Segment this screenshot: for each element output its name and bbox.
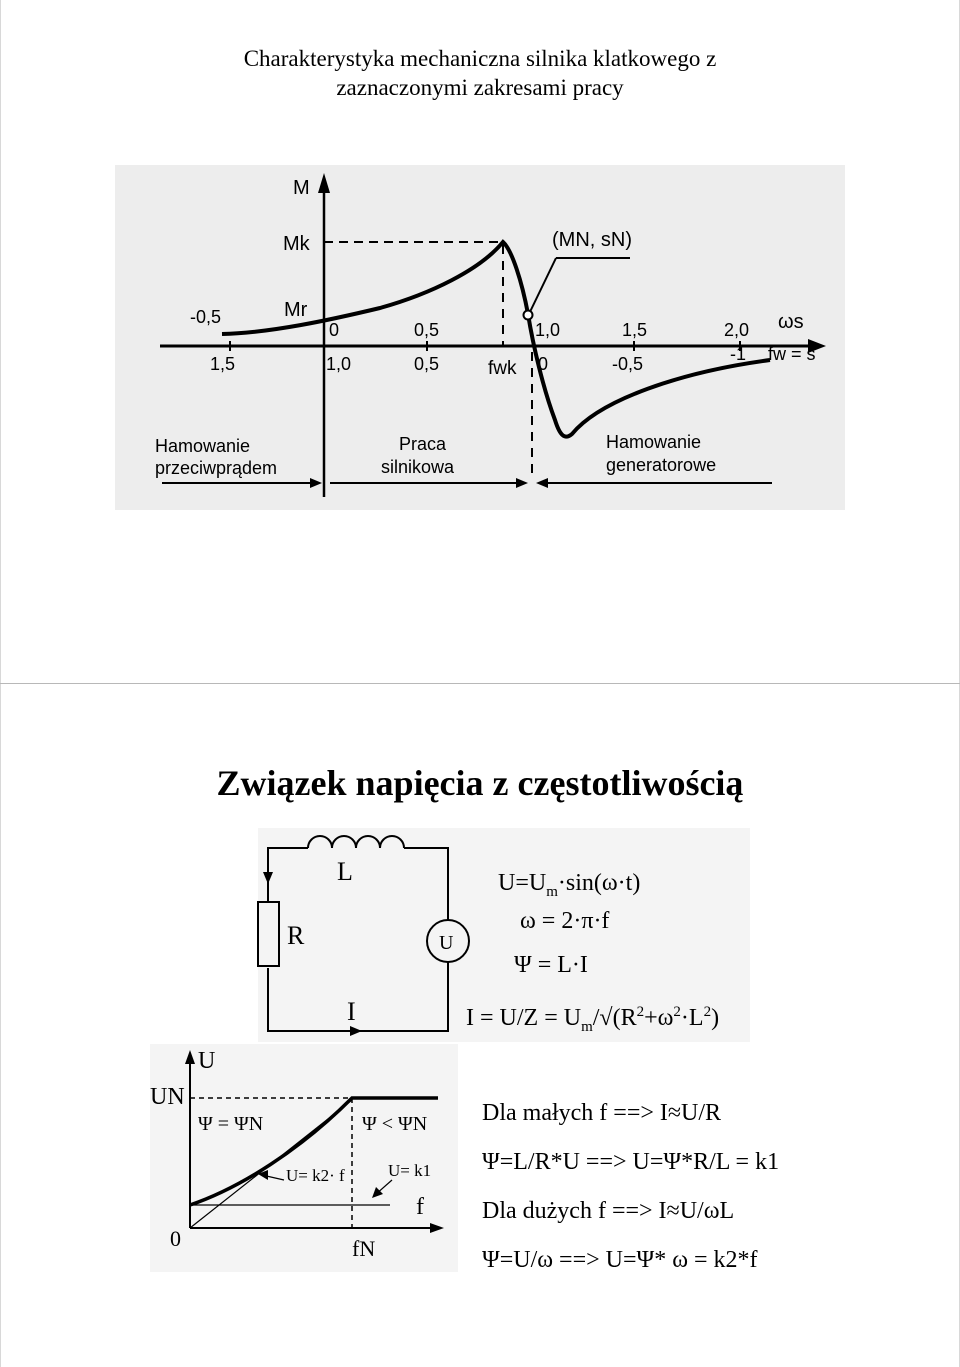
lower-tick-label: 0 — [538, 354, 549, 374]
lower-tick-label: 1,5 — [210, 354, 236, 374]
resistor-label: R — [287, 921, 305, 950]
region-left-line2: przeciwprądem — [155, 458, 278, 478]
psi-less-label: Ψ < ΨN — [362, 1113, 428, 1135]
un-label: UN — [150, 1084, 185, 1110]
region-mid-line2: silnikowa — [381, 457, 455, 477]
note-line: Ψ=L/R*U ==> U=Ψ*R/L = k1 — [482, 1149, 780, 1175]
lower-tick-label: -0,5 — [612, 354, 644, 374]
y-axis-label: M — [293, 177, 310, 199]
upper-tick-label: 2,0 — [724, 320, 750, 340]
region-right-line1: Hamowanie — [606, 432, 702, 452]
inductor-label: L — [337, 857, 353, 886]
region-right-line2: generatorowe — [606, 455, 717, 475]
upper-tick-label: -0,5 — [190, 307, 222, 327]
equation-current: $I = U/Z = U_m/√(R^2+\omega^2\cdot L^2)$ — [466, 1004, 720, 1035]
k2-line-label: U= k2· f — [286, 1166, 345, 1185]
psi-equal-label: Ψ = ΨN — [198, 1113, 264, 1135]
lower-tick-label: 1,0 — [326, 354, 352, 374]
upper-tick-label: 0,5 — [414, 320, 440, 340]
note-line: Dla dużych f ==> I≈U/ωL — [482, 1198, 735, 1224]
slip-axis-label: fw = s — [768, 344, 816, 364]
notes-block — [482, 1100, 779, 1296]
upper-tick-label: 1,0 — [535, 320, 561, 340]
title-line-2: zaznaczonymi zakresami pracy — [336, 75, 624, 100]
fn-label: fN — [352, 1236, 376, 1261]
upper-tick-label: 1,5 — [622, 320, 648, 340]
upper-tick-label: 0 — [329, 320, 340, 340]
equation-flux: Ψ = L·I — [514, 952, 588, 978]
x-axis-label: ωs — [778, 311, 804, 333]
page-2-title: Związek napięcia z częstotliwością — [216, 763, 744, 803]
current-label: I — [347, 997, 356, 1026]
lower-tick-label: 0,5 — [414, 354, 440, 374]
region-left-line1: Hamowanie — [155, 436, 251, 456]
rated-point-label: (MN, sN) — [552, 229, 632, 251]
source-label: U — [439, 932, 454, 954]
k1-line-label: U= k1 — [388, 1161, 432, 1180]
mr-label: Mr — [284, 299, 308, 321]
origin-label: 0 — [170, 1226, 181, 1251]
lower-tick-label: -1 — [730, 344, 747, 364]
y-axis-label: U — [198, 1048, 216, 1074]
title-line-1: Charakterystyka mechaniczna silnika klatkowego z — [243, 46, 717, 71]
scan-background — [150, 1044, 458, 1272]
note-line: Dla małych f ==> I≈U/R — [482, 1100, 722, 1126]
mk-label: Mk — [283, 233, 310, 255]
region-mid-line1: Praca — [399, 434, 447, 454]
note-line: Ψ=U/ω ==> U=Ψ* ω = k2*f — [482, 1247, 758, 1273]
equation-voltage: $U=U_m\cdot\sin(\omega\cdot t)$ — [498, 870, 641, 900]
equation-omega: ω = 2·π·f — [520, 908, 610, 934]
x-axis-label: f — [416, 1194, 424, 1220]
fwk-label: fwk — [488, 358, 517, 379]
